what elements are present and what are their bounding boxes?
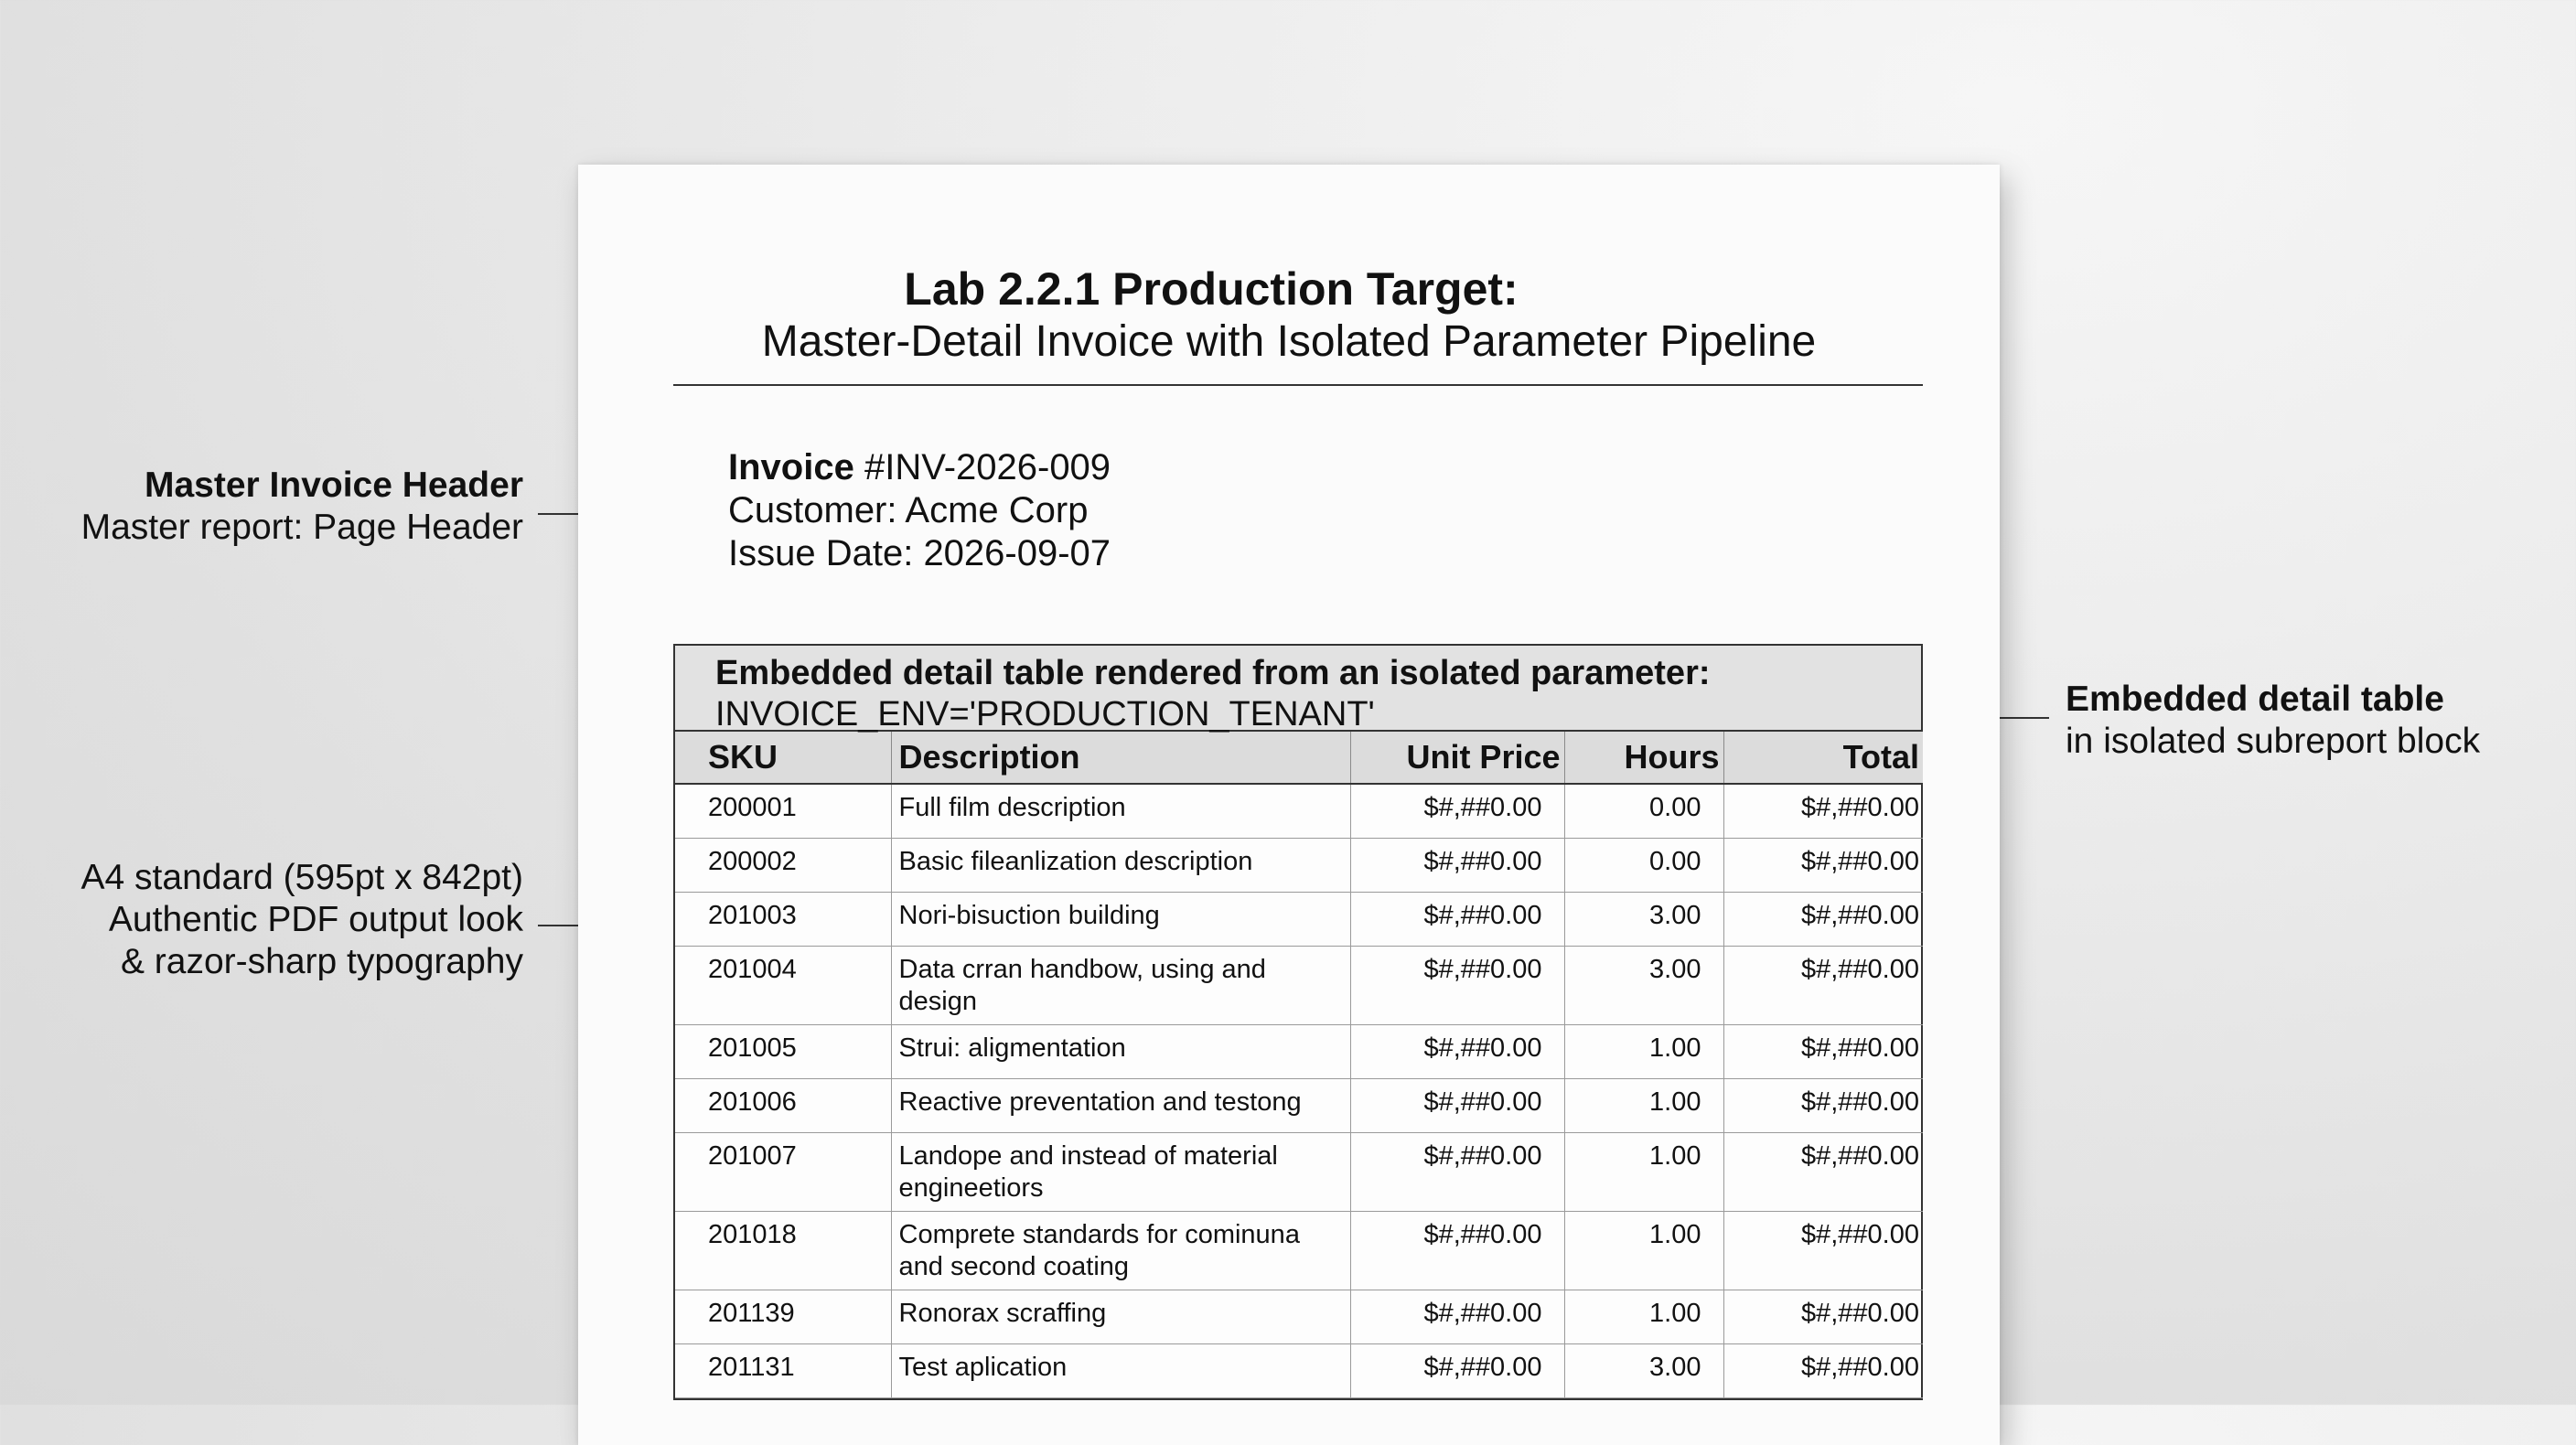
cell-description: Data crran handbow, using and design — [891, 947, 1350, 1025]
title-divider — [673, 384, 1923, 386]
column-header-description: Description — [891, 732, 1350, 784]
page-title: Lab 2.2.1 Production Target: — [904, 263, 1519, 315]
cell-total: $#,##0.00 — [1723, 947, 1923, 1025]
cell-hours: 1.00 — [1564, 1025, 1723, 1079]
master-header-annotation-title: Master Invoice Header — [144, 466, 523, 505]
detail-table — [675, 732, 1923, 1398]
invoice-issue-date: Issue Date: 2026-09-07 — [728, 533, 1111, 573]
detail-caption-title: Embedded detail table rendered from an isolated parameter: — [715, 654, 1711, 692]
table-row — [675, 784, 1923, 839]
cell-sku: 201139 — [675, 1290, 891, 1344]
cell-unit-price: $#,##0.00 — [1350, 839, 1564, 893]
invoice-number-value: #INV-2026-009 — [864, 447, 1111, 487]
cell-unit-price: $#,##0.00 — [1350, 1133, 1564, 1212]
cell-description: Full film description — [891, 784, 1350, 839]
cell-sku: 201006 — [675, 1079, 891, 1133]
cell-sku: 200001 — [675, 784, 891, 839]
cell-total: $#,##0.00 — [1723, 893, 1923, 947]
cell-description: Strui: aligmentation — [891, 1025, 1350, 1079]
cell-description: Nori-bisuction building — [891, 893, 1350, 947]
column-header-sku: SKU — [675, 732, 891, 784]
cell-sku: 201004 — [675, 947, 891, 1025]
master-header-annotation-subtitle: Master report: Page Header — [80, 508, 523, 547]
a4-annotation-line1: A4 standard (595pt x 842pt) — [80, 858, 523, 897]
detail-table-block — [673, 644, 1923, 1400]
detail-table-annotation-title: Embedded detail table — [2066, 680, 2444, 719]
cell-sku: 201131 — [675, 1344, 891, 1398]
cell-total: $#,##0.00 — [1723, 1290, 1923, 1344]
cell-unit-price: $#,##0.00 — [1350, 1025, 1564, 1079]
cell-unit-price: $#,##0.00 — [1350, 893, 1564, 947]
master-invoice-header — [728, 446, 1111, 575]
detail-table-annotation-subtitle: in isolated subreport block — [2066, 722, 2481, 761]
cell-total: $#,##0.00 — [1723, 839, 1923, 893]
cell-sku: 201005 — [675, 1025, 891, 1079]
cell-hours: 1.00 — [1564, 1212, 1723, 1290]
table-row — [675, 839, 1923, 893]
cell-hours: 0.00 — [1564, 839, 1723, 893]
cell-total: $#,##0.00 — [1723, 1212, 1923, 1290]
invoice-customer: Customer: Acme Corp — [728, 490, 1089, 530]
cell-description: Comprete standards for cominuna and second coating — [891, 1212, 1350, 1290]
column-header-total: Total — [1723, 732, 1923, 784]
cell-unit-price: $#,##0.00 — [1350, 1212, 1564, 1290]
cell-description: Reactive preventation and testong — [891, 1079, 1350, 1133]
cell-total: $#,##0.00 — [1723, 1025, 1923, 1079]
a4-annotation — [81, 857, 523, 983]
table-row — [675, 1290, 1923, 1344]
page-subtitle: Master-Detail Invoice with Isolated Parameter Pipeline — [761, 317, 1817, 366]
detail-table-annotation — [2066, 679, 2480, 763]
cell-hours: 3.00 — [1564, 947, 1723, 1025]
cell-total: $#,##0.00 — [1723, 784, 1923, 839]
a4-annotation-line2: Authentic PDF output look — [108, 900, 523, 939]
cell-total: $#,##0.00 — [1723, 1133, 1923, 1212]
table-row — [675, 893, 1923, 947]
cell-sku: 201018 — [675, 1212, 891, 1290]
cell-description: Ronorax scraffing — [891, 1290, 1350, 1344]
cell-unit-price: $#,##0.00 — [1350, 1290, 1564, 1344]
table-row — [675, 1133, 1923, 1212]
invoice-number-line — [728, 446, 1111, 489]
cell-hours: 1.00 — [1564, 1290, 1723, 1344]
table-header-row — [675, 732, 1923, 784]
table-row — [675, 1025, 1923, 1079]
cell-hours: 1.00 — [1564, 1079, 1723, 1133]
master-header-annotation — [81, 465, 523, 549]
detail-caption-parameter: INVOICE_ENV='PRODUCTION_TENANT' — [715, 695, 1375, 733]
cell-total: $#,##0.00 — [1723, 1079, 1923, 1133]
cell-description: Basic fileanlization description — [891, 839, 1350, 893]
cell-hours: 3.00 — [1564, 893, 1723, 947]
cell-hours: 3.00 — [1564, 1344, 1723, 1398]
table-row — [675, 947, 1923, 1025]
cell-unit-price: $#,##0.00 — [1350, 1079, 1564, 1133]
a4-annotation-line3: & razor-sharp typography — [120, 942, 523, 981]
invoice-number-label: Invoice — [728, 447, 854, 487]
cell-total: $#,##0.00 — [1723, 1344, 1923, 1398]
cell-sku: 201007 — [675, 1133, 891, 1212]
cell-description: Test aplication — [891, 1344, 1350, 1398]
cell-hours: 1.00 — [1564, 1133, 1723, 1212]
cell-unit-price: $#,##0.00 — [1350, 1344, 1564, 1398]
cell-unit-price: $#,##0.00 — [1350, 947, 1564, 1025]
table-row — [675, 1344, 1923, 1398]
cell-unit-price: $#,##0.00 — [1350, 784, 1564, 839]
cell-sku: 201003 — [675, 893, 891, 947]
cell-hours: 0.00 — [1564, 784, 1723, 839]
table-row — [675, 1079, 1923, 1133]
detail-table-caption — [675, 646, 1921, 732]
pdf-page — [578, 165, 2000, 1445]
column-header-hours: Hours — [1564, 732, 1723, 784]
cell-sku: 200002 — [675, 839, 891, 893]
cell-description: Landope and instead of material engineetiors — [891, 1133, 1350, 1212]
table-row — [675, 1212, 1923, 1290]
column-header-unit-price: Unit Price — [1350, 732, 1564, 784]
